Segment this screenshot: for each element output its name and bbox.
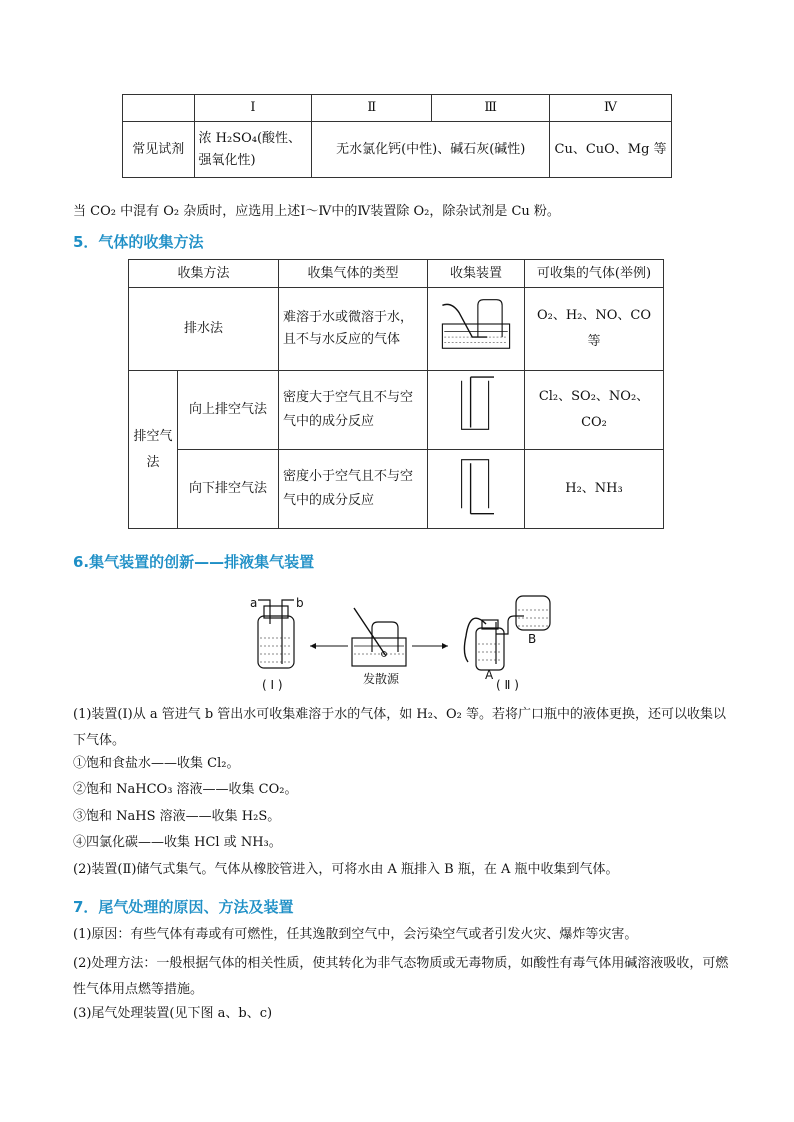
reagent-table (122, 94, 672, 178)
label-source: 发散源 (363, 672, 400, 686)
method-cell: 向上排空气法 (178, 371, 279, 450)
header-cell: Ⅱ (312, 95, 432, 122)
examples-cell: H₂、NH₃ (525, 450, 664, 529)
apparatus-cell (428, 288, 525, 371)
row-label: 常见试剂 (123, 122, 195, 178)
liquid-displacement-figure (240, 588, 560, 688)
label-bottle-b: B (528, 632, 537, 646)
header-cell: Ⅲ (432, 95, 550, 122)
header-cell: 收集装置 (428, 260, 525, 288)
upward-air-apparatus (449, 371, 503, 439)
apparatus-cell (428, 371, 525, 450)
reagent-cell: 无水氯化钙(中性)、碱石灰(碱性) (312, 122, 550, 178)
section-6-paragraph-2: (2)装置(Ⅱ)储气式集气。气体从橡胶管进入，可将水由 A 瓶排入 B 瓶，在 A 瓶中收集到气体。 (73, 862, 619, 877)
label-a: a (250, 596, 258, 610)
method-cell: 向下排空气法 (178, 450, 279, 529)
type-cell: 密度小于空气且不与空气中的成分反应 (279, 450, 428, 529)
section-7-paragraph-2: (2)处理方法：一般根据气体的相关性质，使其转化为非气态物质或无毒物质，如酸性有毒气体用碱溶液吸收，可燃性气体用点燃等措施。 (73, 956, 729, 997)
list-item: ④四氯化碳——收集 HCl 或 NH₃。 (73, 835, 282, 850)
list-item: ①饱和食盐水——收集 Cl₂。 (73, 756, 240, 771)
water-displacement-apparatus (438, 296, 514, 352)
method-cell: 排水法 (129, 288, 279, 371)
type-cell: 难溶于水或微溶于水，且不与水反应的气体 (279, 288, 428, 371)
header-cell: 收集方法 (129, 260, 279, 288)
collection-table (128, 259, 664, 529)
header-cell: 可收集的气体(举例) (525, 260, 664, 288)
reagent-cell: 浓 H₂SO₄(酸性、强氧化性) (194, 122, 312, 178)
reagent-cell: Cu、CuO、Mg 等 (550, 122, 672, 178)
examples-cell: O₂、H₂、NO、CO 等 (525, 288, 664, 371)
type-cell: 密度大于空气且不与空气中的成分反应 (279, 371, 428, 450)
section-5-title: 5．气体的收集方法 (73, 233, 204, 251)
header-cell: Ⅳ (550, 95, 672, 122)
section-7-paragraph-3: (3)尾气处理装置(见下图 a、b、c) (73, 1006, 273, 1021)
section-6-paragraph-1: (1)装置(Ⅰ)从 a 管进气 b 管出水可收集难溶于水的气体，如 H₂、O₂ 等。若将广口瓶中的液体更换，还可以收集以下气体。 (73, 707, 726, 748)
apparatus-cell (428, 450, 525, 529)
note-text: 当 CO₂ 中混有 O₂ 杂质时，应选用上述Ⅰ～Ⅳ中的Ⅳ装置除 O₂，除杂试剂是 Cu 粉。 (73, 204, 560, 219)
group-label: 排空气法 (129, 371, 178, 529)
header-cell: 收集气体的类型 (279, 260, 428, 288)
downward-air-apparatus (449, 450, 503, 518)
caption-device-1: ( Ⅰ ) (262, 678, 283, 692)
label-bottle-a: A (485, 668, 494, 682)
examples-cell: Cl₂、SO₂、NO₂、CO₂ (525, 371, 664, 450)
section-7-title: 7．尾气处理的原因、方法及装置 (73, 898, 294, 916)
list-item: ②饱和 NaHCO₃ 溶液——收集 CO₂。 (73, 782, 298, 797)
section-7-paragraph-1: (1)原因：有些气体有毒或有可燃性，任其逸散到空气中，会污染空气或者引发火灾、爆炸等灾害。 (73, 927, 638, 942)
section-6-title: 6.集气装置的创新——排液集气装置 (73, 553, 315, 571)
header-cell (123, 95, 195, 122)
caption-device-2: ( Ⅱ ) (496, 678, 519, 692)
label-b: b (296, 596, 304, 610)
list-item: ③饱和 NaHS 溶液——收集 H₂S。 (73, 809, 281, 824)
header-cell: Ⅰ (194, 95, 312, 122)
